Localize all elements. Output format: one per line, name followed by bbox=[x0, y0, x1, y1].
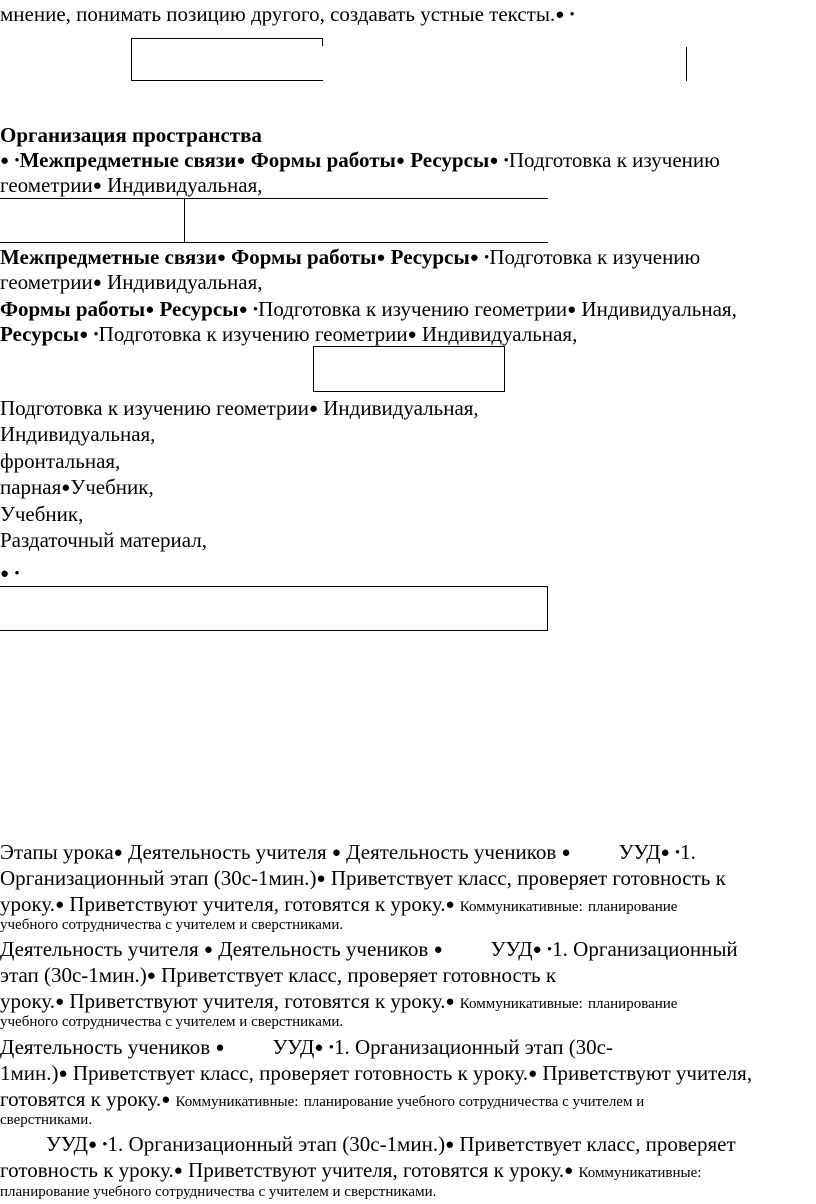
bullet-icon: ● bbox=[445, 1137, 455, 1153]
text-span: Деятельность учеников bbox=[0, 1035, 211, 1059]
bold-text: Формы работы bbox=[0, 297, 146, 321]
bullet-icon: ● bbox=[92, 178, 102, 194]
bold-text: Ресурсы bbox=[159, 297, 239, 321]
text-line bbox=[0, 1158, 701, 1185]
bold-text: Ресурсы bbox=[410, 148, 490, 172]
text-line bbox=[0, 989, 677, 1016]
text-line bbox=[0, 322, 577, 347]
text-span: Этапы урока bbox=[0, 840, 114, 864]
text-span: готовятся к уроку. bbox=[0, 1087, 162, 1111]
text-span: Подготовка к изучению bbox=[489, 245, 701, 269]
bullet-icon: ● bbox=[216, 250, 226, 266]
bullet-icon: ● bbox=[445, 994, 455, 1010]
bullet-icon: ● bbox=[445, 897, 455, 913]
bullet-icon: ● bbox=[236, 153, 246, 169]
bullet-icon: ● bbox=[0, 566, 10, 582]
text-span: Коммуникативные: bbox=[459, 899, 583, 915]
bullet-icon: ● bbox=[55, 994, 65, 1010]
text-line bbox=[0, 1087, 644, 1114]
text-span: Организационный этап (30с-1мин.) bbox=[0, 866, 317, 890]
text-line bbox=[0, 937, 738, 962]
text-span: Индивидуальная, bbox=[107, 173, 263, 197]
text-span: Приветствуют учителя, готовятся к уроку. bbox=[188, 1158, 565, 1182]
text-span: Деятельность учителя bbox=[127, 840, 327, 864]
bullet-icon: • bbox=[674, 845, 681, 861]
text-span: готовность к уроку. bbox=[0, 1158, 174, 1182]
bullet-icon: • bbox=[102, 1137, 108, 1153]
text-line bbox=[0, 173, 263, 198]
bullet-icon: ● bbox=[173, 1163, 183, 1179]
text-span: Организационный этап (30с- bbox=[354, 1035, 613, 1059]
bullet-icon: • bbox=[503, 153, 509, 169]
text-span: Деятельность учеников bbox=[218, 937, 429, 961]
bold-text: Формы работы bbox=[250, 148, 396, 172]
text-span: планирование учебного сотрудничества с учителем и сверстниками. bbox=[0, 1184, 437, 1200]
text-span: Приветствуют учителя, готовятся к уроку. bbox=[69, 892, 446, 916]
text-span: Деятельность учеников bbox=[346, 840, 557, 864]
text-span: геометрии bbox=[0, 173, 93, 197]
text-span: Коммуникативные: bbox=[175, 1094, 299, 1110]
text-span: Деятельность учителя bbox=[0, 937, 199, 961]
text-span: Приветствует класс, проверяет готовность к уроку. bbox=[72, 1061, 529, 1085]
bullet-icon: • bbox=[14, 153, 20, 169]
bullet-icon: ● bbox=[567, 302, 577, 318]
text-span: уроку. bbox=[0, 989, 56, 1013]
text-line bbox=[0, 963, 556, 988]
text-span: Подготовка к изучению геометрии bbox=[258, 297, 568, 321]
bullet-icon: ● bbox=[161, 1092, 171, 1108]
text-span: Подготовка к изучению геометрии bbox=[98, 322, 408, 346]
decor-box bbox=[131, 38, 323, 81]
text-span: этап (30с-1мин.) bbox=[0, 963, 147, 987]
bold-text: Ресурсы bbox=[0, 322, 80, 346]
bullet-icon: ● bbox=[407, 327, 417, 343]
bullet-icon: ● bbox=[113, 845, 123, 861]
text-span: УУД bbox=[46, 1132, 88, 1156]
bullet-icon: ● bbox=[564, 1163, 574, 1179]
text-span: сверстниками. bbox=[0, 1112, 93, 1128]
text-span: Подготовка к изучению bbox=[508, 148, 720, 172]
section-heading bbox=[0, 123, 262, 147]
text-span: 1мин.) bbox=[0, 1061, 59, 1085]
text-span: парная bbox=[0, 475, 62, 499]
text-span: 1. bbox=[333, 1035, 350, 1059]
bullet-icon: ● bbox=[316, 871, 326, 887]
text-line bbox=[0, 2, 575, 27]
bullet-icon: ● bbox=[376, 250, 386, 266]
text-span: Учебник, bbox=[0, 502, 84, 526]
bullet-icon: • bbox=[93, 327, 99, 343]
list-item bbox=[0, 502, 83, 526]
decor-line bbox=[184, 198, 185, 242]
decor-line bbox=[0, 242, 548, 243]
text-span: Учебник, bbox=[70, 475, 154, 499]
bullet-icon: ● bbox=[660, 845, 670, 861]
text-line bbox=[0, 1035, 613, 1060]
decor-line bbox=[686, 47, 687, 81]
text-span: фронтальная, bbox=[0, 449, 121, 473]
bullet-icon: • bbox=[328, 1040, 334, 1056]
bullet-icon: ● bbox=[489, 153, 499, 169]
text-span: Индивидуальная, bbox=[107, 270, 263, 294]
text-span: уроку. bbox=[0, 892, 56, 916]
bullet-icon: ● bbox=[61, 480, 71, 496]
decor-box bbox=[0, 586, 548, 631]
bold-text: Формы работы bbox=[231, 245, 377, 269]
text-line bbox=[0, 396, 479, 421]
decor-line bbox=[0, 198, 548, 199]
text-line bbox=[0, 1061, 752, 1086]
bullet-icon: ● bbox=[238, 302, 248, 318]
text-span: геометрии bbox=[0, 270, 93, 294]
bullet-icon: ● bbox=[203, 942, 213, 958]
text-span: учебного сотрудничества с учителем и сверстниками. bbox=[0, 917, 344, 933]
text-line bbox=[46, 1132, 736, 1157]
text-span: Приветствует класс, проверяет готовность к bbox=[161, 963, 557, 987]
text-span: Индивидуальная, bbox=[421, 322, 578, 346]
text-line bbox=[0, 840, 696, 865]
bullet-icon: ● bbox=[561, 845, 571, 861]
text-line bbox=[0, 1111, 92, 1129]
bullet-icon: • bbox=[252, 302, 259, 318]
decor-line bbox=[322, 38, 323, 46]
heading-text: Организация пространства bbox=[0, 123, 262, 147]
text-line bbox=[0, 1013, 343, 1031]
text-span: УУД bbox=[490, 937, 533, 961]
bullet-icon: • bbox=[569, 7, 575, 23]
text-line bbox=[0, 1183, 436, 1201]
bullet-icon: ● bbox=[58, 1066, 68, 1082]
bullet-icon: • bbox=[14, 566, 20, 582]
bullet-icon: ● bbox=[215, 1040, 225, 1056]
bullet-icon: ● bbox=[146, 968, 156, 984]
text-span: Индивидуальная, bbox=[323, 396, 479, 420]
text-line bbox=[0, 270, 263, 295]
bullet-icon: ● bbox=[87, 1137, 98, 1153]
text-span: УУД bbox=[272, 1035, 315, 1059]
text-span: Организационный bbox=[573, 937, 738, 961]
bullet-icon: ● bbox=[0, 153, 10, 169]
text-line bbox=[0, 892, 677, 919]
text-span: Приветствует класс, проверяет bbox=[459, 1132, 736, 1156]
list-item bbox=[0, 422, 155, 446]
bold-text: Ресурсы bbox=[390, 245, 470, 269]
text-span: Коммуникативные: bbox=[459, 996, 583, 1012]
text-span: Организационный этап (30с-1мин.) bbox=[128, 1132, 446, 1156]
bullet-icon: ● bbox=[395, 153, 405, 169]
text-line bbox=[0, 297, 737, 322]
text-span: Раздаточный материал, bbox=[0, 528, 208, 552]
bullet-icon: ● bbox=[314, 1040, 324, 1056]
text-span: Приветствуют учителя, готовятся к уроку. bbox=[69, 989, 446, 1013]
text-span: Подготовка к изучению геометрии bbox=[0, 396, 309, 420]
bullet-icon: • bbox=[484, 250, 490, 266]
text-line bbox=[0, 866, 726, 891]
text-span: Приветствуют учителя, bbox=[542, 1061, 753, 1085]
text-span: планирование bbox=[587, 996, 678, 1012]
text-line bbox=[0, 561, 20, 586]
text-span: Коммуникативные: bbox=[578, 1165, 702, 1181]
text-line bbox=[0, 245, 700, 270]
text-span: Индивидуальная, bbox=[0, 422, 156, 446]
list-item bbox=[0, 449, 120, 473]
text-span: мнение, понимать позицию другого, создавать устные тексты. bbox=[0, 2, 556, 26]
bullet-icon: ● bbox=[433, 942, 443, 958]
bold-text: Межпредметные связи bbox=[0, 245, 217, 269]
bullet-icon: ● bbox=[331, 845, 341, 861]
text-span: 1. bbox=[680, 840, 696, 864]
list-item bbox=[0, 475, 154, 500]
bullet-icon: ● bbox=[55, 897, 65, 913]
text-span: планирование bbox=[587, 899, 678, 915]
text-span: 1. bbox=[107, 1132, 124, 1156]
bullet-icon: • bbox=[546, 942, 553, 958]
text-span: УУД bbox=[618, 840, 661, 864]
decor-box bbox=[313, 346, 505, 392]
text-line bbox=[0, 916, 343, 934]
bullet-icon: ● bbox=[555, 7, 565, 23]
text-span: учебного сотрудничества с учителем и сверстниками. bbox=[0, 1014, 344, 1030]
text-span: Индивидуальная, bbox=[581, 297, 737, 321]
text-span: планирование учебного сотрудничества с учителем и bbox=[303, 1094, 645, 1110]
bullet-icon: ● bbox=[79, 327, 89, 343]
text-span: 1. bbox=[552, 937, 568, 961]
bullet-icon: ● bbox=[308, 401, 319, 417]
bullet-icon: ● bbox=[469, 250, 479, 266]
bullet-icon: ● bbox=[145, 302, 155, 318]
list-item bbox=[0, 528, 207, 552]
bullet-icon: ● bbox=[92, 275, 102, 291]
bullet-icon: ● bbox=[532, 942, 542, 958]
bullet-icon: ● bbox=[528, 1066, 538, 1082]
text-line bbox=[0, 148, 720, 173]
bold-text: Межпредметные связи bbox=[19, 148, 237, 172]
text-span: Приветствует класс, проверяет готовность к bbox=[330, 866, 726, 890]
